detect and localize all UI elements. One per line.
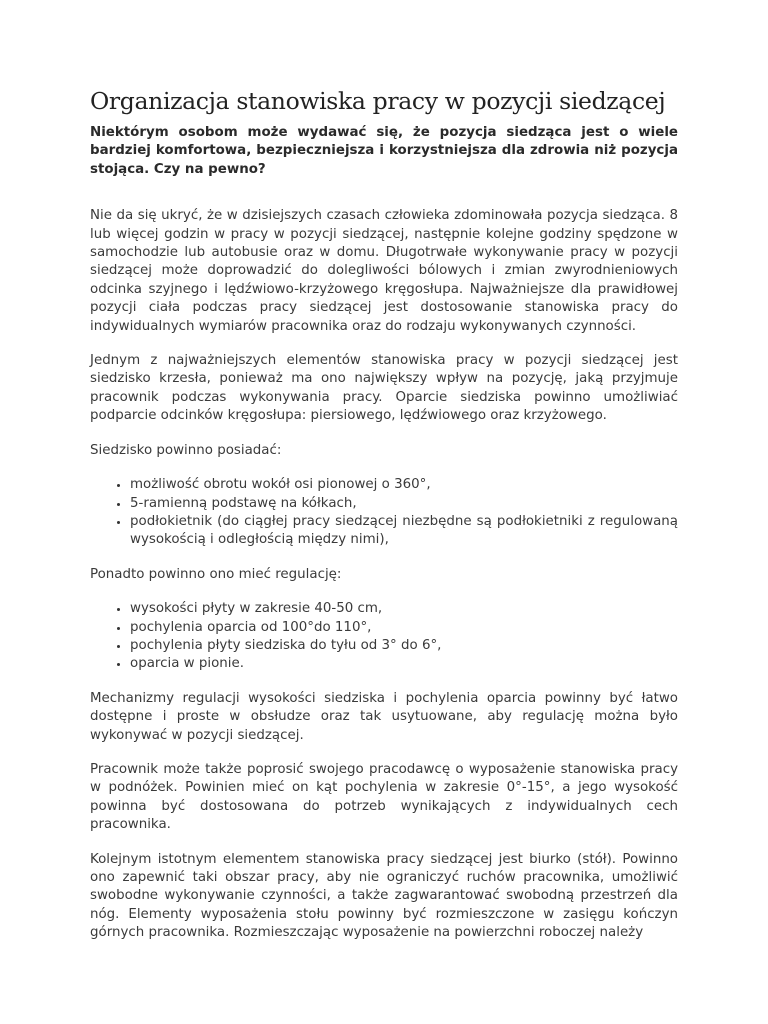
adjustment-list — [90, 600, 678, 674]
body-paragraph-5: Kolejnym istotnym elementem stanowiska pracy siedzącej jest biurko (stół). Powinno ono zapewnić taki obszar pracy, aby nie ograniczyć ruchów pracownika, umożliwić swobodne wykonywanie czynności, a także zagwarantować swobodną przestrzeń dla nóg. Elementy wyposażenia stołu powinny być rozmieszczone w zasięgu kończyn górnych pracownika. Rozmieszczając wyposażenie na powierzchni roboczej należy — [90, 851, 678, 941]
list-item: • oparcia w pionie. — [130, 655, 678, 673]
list-item: • możliwość obrotu wokół osi pionowej o 360°, — [130, 476, 678, 494]
lead-paragraph: Niektórym osobom może wydawać się, że pozycja siedząca jest o wiele bardziej komfortowa, bezpieczniejsza i korzystniejsza dla zdrowia niż pozycja stojąca. Czy na pewno? — [90, 125, 678, 177]
body-paragraph-2: Jednym z najważniejszych elementów stanowiska pracy w pozycji siedzącej jest siedzisko krzesła, ponieważ ma ono największy wpływ na pozycję, jaką przyjmuje pracownik podczas wykonywania pracy. Oparcie siedziska powinno umożliwiać podparcie odcinków kręgosłupa: piersiowego, lędźwiowego oraz krzyżowego. — [90, 353, 678, 424]
list-item: • podłokietnik (do ciągłej pracy siedzącej niezbędne są podłokietniki z regulowaną wysokością i odległością między nimi), — [130, 513, 678, 550]
list-item: • 5-ramienną podstawę na kółkach, — [130, 495, 678, 513]
list-intro-seat: Siedzisko powinno posiadać: — [90, 442, 282, 458]
list-item: • pochylenia oparcia od 100°do 110°, — [130, 619, 678, 637]
list-intro-adjustment: Ponadto powinno ono mieć regulację: — [90, 566, 342, 582]
seat-features-list — [90, 476, 678, 550]
list-item: • pochylenia płyty siedziska do tyłu od 3° do 6°, — [130, 637, 678, 655]
document-page — [90, 86, 678, 959]
body-paragraph-4: Pracownik może także poprosić swojego pracodawcę o wyposażenie stanowiska pracy w podnóżek. Powinien mieć on kąt pochylenia w zakresie 0°-15°, a jego wysokość powinna być dostosowana do potrzeb wynikających z indywidualnych cech pracownika. — [90, 761, 678, 833]
list-item: • wysokości płyty w zakresie 40-50 cm, — [130, 600, 678, 618]
document-title: Organizacja stanowiska pracy w pozycji siedzącej — [90, 87, 666, 115]
body-paragraph-3: Mechanizmy regulacji wysokości siedziska i pochylenia oparcia powinny być łatwo dostępne i proste w obsłudze oraz tak usytuowane, aby regulację można było wykonywać w pozycji siedzącej. — [90, 690, 678, 743]
body-paragraph-1: Nie da się ukryć, że w dzisiejszych czasach człowieka zdominowała pozycja siedząca. 8 lub więcej godzin w pracy w pozycji siedzącej, następnie kolejne godziny spędzone w samochodzie lub autobusie oraz w domu. Długotrwałe wykonywanie pracy w pozycji siedzącej może doprowadzić do dolegliwości bólowych i zmian zwyrodnieniowych odcinka szyjnego i lędźwiowo-krzyżowego kręgosłupa. Najważniejsze dla prawidłowej pozycji ciała podczas pracy siedzącej jest dostosowanie stanowiska pracy do indywidualnych wymiarów pracownika oraz do rodzaju wykonywanych czynności. — [90, 208, 678, 334]
